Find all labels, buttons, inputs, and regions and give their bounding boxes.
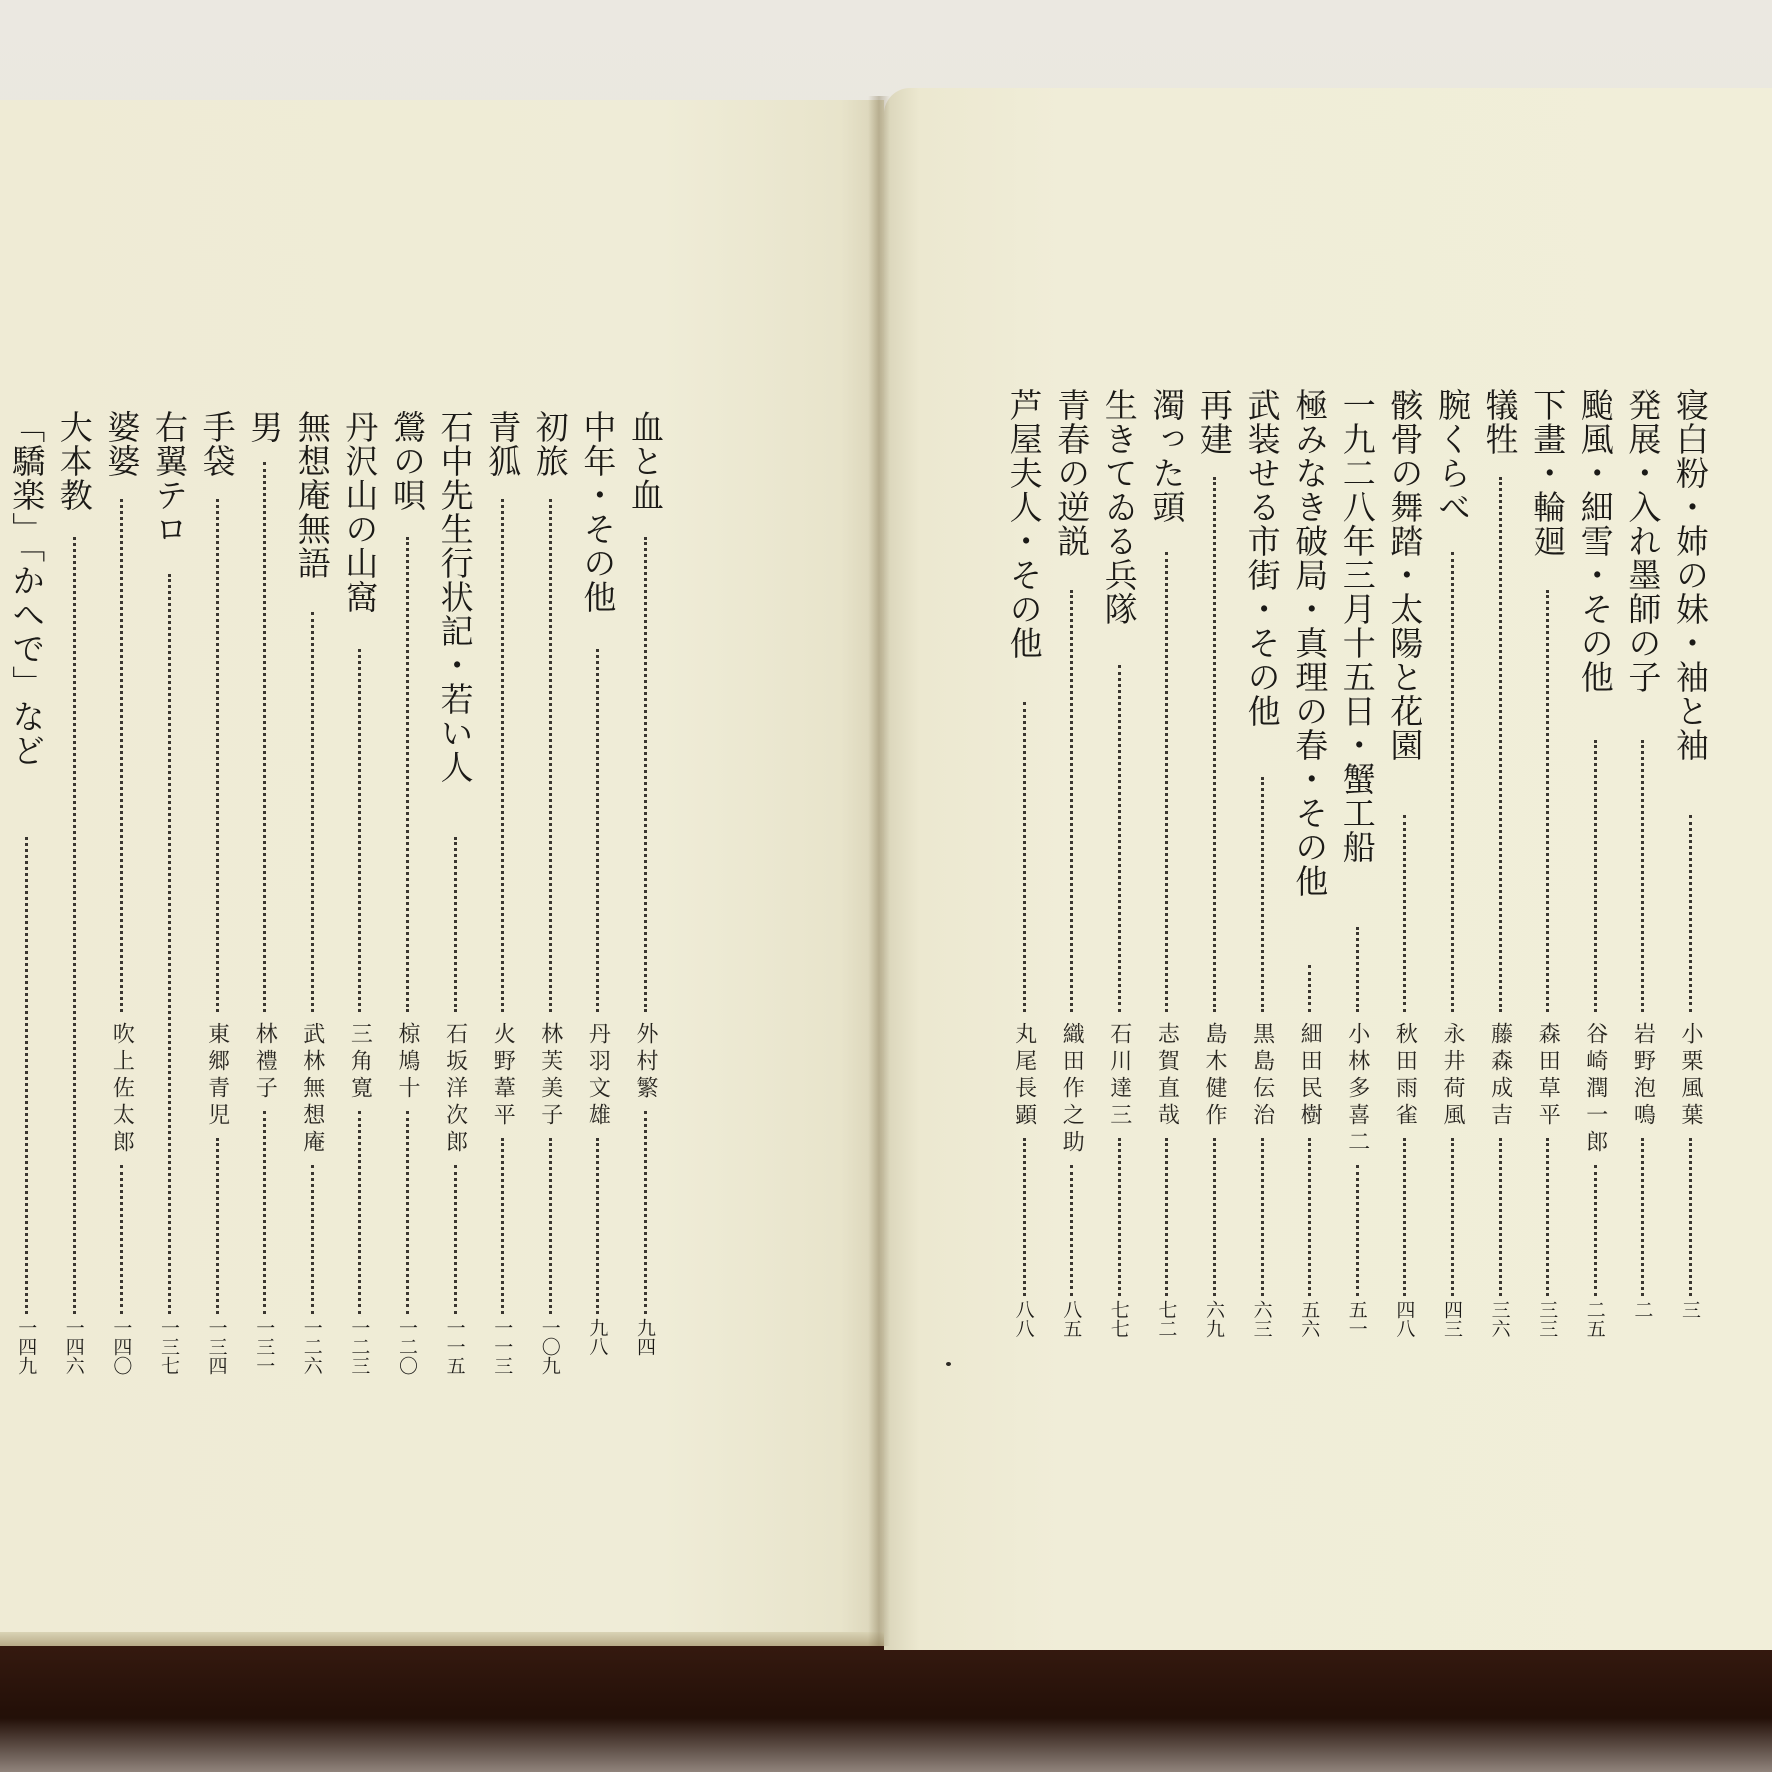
toc-title: 婆婆 xyxy=(102,410,142,478)
toc-entry xyxy=(1141,0,1191,1772)
toc-entry xyxy=(1379,0,1429,1772)
toc-author: 火野葦平 xyxy=(490,1022,516,1130)
dot-leader xyxy=(596,649,599,1012)
dot-leader xyxy=(1689,815,1692,1013)
toc-title: 「驕楽」「かへで」など xyxy=(7,410,47,768)
toc-author: 東郷青児 xyxy=(204,1022,230,1130)
toc-author: 小林多喜二 xyxy=(1344,1022,1370,1157)
toc-entry xyxy=(239,0,289,1772)
toc-author: 石坂洋次郎 xyxy=(442,1022,468,1157)
dot-leader xyxy=(1451,552,1454,1012)
toc-entry xyxy=(192,0,242,1772)
toc-page-number: 一三四 xyxy=(205,1318,228,1375)
toc-entry xyxy=(382,0,432,1772)
book-gutter xyxy=(868,96,890,1646)
toc-page-number: 四八 xyxy=(1393,1300,1416,1338)
toc-author: 外村繁 xyxy=(633,1022,658,1103)
dot-leader xyxy=(1356,927,1359,1012)
toc-author: 島木健作 xyxy=(1202,1022,1227,1130)
toc-entry xyxy=(525,0,575,1772)
paper-speck xyxy=(946,1362,951,1366)
toc-author: 小栗風葉 xyxy=(1678,1022,1703,1130)
dot-leader xyxy=(1308,965,1311,1013)
dot-leader xyxy=(1308,1138,1311,1296)
toc-title: 生きてゐる兵隊 xyxy=(1099,388,1139,626)
toc-author: 丸尾長顕 xyxy=(1011,1022,1037,1130)
toc-page-number: 一四六 xyxy=(62,1318,85,1375)
toc-page-number: 六九 xyxy=(1203,1300,1225,1338)
toc-page-number: 一一三 xyxy=(491,1318,514,1375)
toc-page-number: 一二三 xyxy=(348,1318,371,1375)
toc-page-number: 一〇九 xyxy=(538,1318,561,1375)
dot-leader xyxy=(596,1138,599,1314)
dot-leader xyxy=(263,462,266,1013)
dot-leader xyxy=(1118,665,1121,1013)
toc-page-number: 一四九 xyxy=(15,1318,38,1375)
toc-entry xyxy=(1189,0,1239,1772)
dot-leader xyxy=(1213,477,1216,1012)
toc-title: 無想庵無語 xyxy=(292,410,332,580)
dot-leader xyxy=(454,837,457,1013)
toc-entry xyxy=(0,0,4,1772)
dot-leader xyxy=(1641,740,1644,1013)
toc-page-number: 七二 xyxy=(1155,1300,1178,1338)
toc-page-number: 八八 xyxy=(1012,1300,1035,1338)
toc-title: 犠牲 xyxy=(1480,388,1520,456)
toc-page-number: 一二六 xyxy=(300,1318,323,1375)
toc-entry xyxy=(1332,0,1382,1772)
dot-leader xyxy=(1594,740,1597,1013)
dot-leader xyxy=(1023,1138,1026,1296)
dot-leader xyxy=(644,1111,647,1314)
toc-author: 森田草平 xyxy=(1535,1022,1561,1130)
dot-leader xyxy=(1118,1138,1121,1296)
toc-title: 骸骨の舞踏・太陽と花園 xyxy=(1385,388,1425,762)
toc-title: 中年・その他 xyxy=(578,410,618,614)
dot-leader xyxy=(1023,702,1026,1012)
toc-entry xyxy=(620,0,670,1772)
dot-leader xyxy=(1403,815,1406,1013)
toc-title: 颱風・細雪・その他 xyxy=(1575,388,1615,694)
toc-title: 再建 xyxy=(1195,388,1234,456)
toc-page-number: 一二〇 xyxy=(396,1318,418,1375)
toc-entry xyxy=(334,0,384,1772)
toc-title: 下畫・輪廻 xyxy=(1528,388,1568,558)
toc-entry xyxy=(1475,0,1525,1772)
dot-leader xyxy=(1261,1138,1264,1296)
dot-leader xyxy=(358,649,361,1012)
dot-leader xyxy=(1165,552,1168,1012)
toc-entry xyxy=(1094,0,1144,1772)
dot-leader xyxy=(168,574,171,1314)
toc-page-number: 八五 xyxy=(1060,1300,1083,1338)
dot-leader xyxy=(1546,1138,1549,1296)
toc-author: 織田作之助 xyxy=(1059,1022,1085,1157)
toc-page-number: 六三 xyxy=(1250,1300,1273,1338)
dot-leader xyxy=(216,1138,219,1314)
toc-author: 藤森成吉 xyxy=(1487,1022,1513,1130)
toc-page-number: 一四〇 xyxy=(110,1318,133,1375)
toc-title: 一九二八年三月十五日・蟹工船 xyxy=(1337,388,1377,864)
dot-leader xyxy=(1165,1138,1168,1296)
dot-leader xyxy=(549,499,552,1012)
toc-entry xyxy=(49,0,99,1772)
toc-title: 芦屋夫人・その他 xyxy=(1004,388,1044,660)
toc-entry xyxy=(477,0,527,1772)
toc-page-number: 九八 xyxy=(586,1318,609,1356)
toc-page-number: 一一五 xyxy=(443,1318,466,1375)
dot-leader xyxy=(1213,1138,1216,1296)
dot-leader xyxy=(25,837,28,1315)
toc-title: 男 xyxy=(245,410,285,444)
dot-leader xyxy=(1070,1165,1073,1296)
dot-leader xyxy=(1546,590,1549,1013)
dot-leader xyxy=(1594,1165,1597,1296)
toc-page-number: 五六 xyxy=(1298,1300,1321,1338)
toc-title: 濁った頭 xyxy=(1147,388,1187,524)
dot-leader xyxy=(311,1165,314,1314)
dot-leader xyxy=(263,1111,266,1314)
toc-page-number: 一三一 xyxy=(253,1318,276,1375)
toc-entry xyxy=(1284,0,1334,1772)
dot-leader xyxy=(1689,1138,1692,1296)
toc-entry xyxy=(144,0,194,1772)
toc-author: 丹羽文雄 xyxy=(585,1022,611,1130)
toc-entry xyxy=(1522,0,1572,1772)
toc-title: 武装せる市街・その他 xyxy=(1242,388,1282,728)
toc-title: 手袋 xyxy=(197,410,237,478)
dot-leader xyxy=(1070,590,1073,1013)
dot-leader xyxy=(644,537,647,1013)
dot-leader xyxy=(1451,1138,1454,1296)
toc-author: 林禮子 xyxy=(252,1022,278,1103)
toc-author: 細田民樹 xyxy=(1297,1022,1323,1130)
dot-leader xyxy=(1356,1165,1359,1296)
toc-author: 秋田雨雀 xyxy=(1392,1022,1418,1130)
toc-page-number: 五一 xyxy=(1345,1300,1368,1338)
toc-entry xyxy=(1570,0,1620,1772)
toc-page-number: 三三 xyxy=(1536,1300,1559,1338)
toc-title: 発展・入れ墨師の子 xyxy=(1623,388,1663,694)
dot-leader xyxy=(1499,477,1502,1012)
dot-leader xyxy=(1641,1138,1644,1296)
toc-title: 大本教 xyxy=(54,410,94,512)
toc-author: 武林無想庵 xyxy=(299,1022,325,1157)
toc-author: 谷崎潤一郎 xyxy=(1582,1022,1608,1157)
dot-leader xyxy=(73,537,76,1315)
dot-leader xyxy=(120,499,123,1012)
dot-leader xyxy=(1499,1138,1502,1296)
toc-entry xyxy=(1,0,51,1772)
toc-title: 石中先生行状記・若い人 xyxy=(435,410,475,784)
toc-title: 鶯の唄 xyxy=(388,410,427,512)
toc-entry xyxy=(999,0,1049,1772)
toc-page-number: 二 xyxy=(1631,1300,1654,1319)
toc-title: 右翼テロ xyxy=(150,410,189,546)
toc-title: 青狐 xyxy=(483,410,523,478)
toc-page-number: 七七 xyxy=(1107,1300,1130,1338)
dot-leader xyxy=(358,1111,361,1314)
toc-title: 腕くらべ xyxy=(1433,388,1472,524)
dot-leader xyxy=(501,1138,504,1314)
toc-entry xyxy=(287,0,337,1772)
dot-leader xyxy=(454,1165,457,1314)
toc-page-number: 三六 xyxy=(1488,1300,1511,1338)
toc-title: 青春の逆説 xyxy=(1052,388,1092,558)
toc-entry xyxy=(1427,0,1477,1772)
toc-entry xyxy=(1617,0,1667,1772)
toc-page-number: 九四 xyxy=(634,1318,656,1356)
dot-leader xyxy=(120,1165,123,1314)
toc-title: 極みなき破局・真理の春・その他 xyxy=(1290,388,1330,898)
toc-entry xyxy=(572,0,622,1772)
toc-author: 岩野泡鳴 xyxy=(1630,1022,1656,1130)
dot-leader xyxy=(549,1138,552,1314)
dot-leader xyxy=(406,1111,409,1314)
toc-page-number: 三 xyxy=(1679,1300,1701,1319)
dot-leader xyxy=(501,499,504,1012)
toc-author: 三角寛 xyxy=(347,1022,373,1103)
toc-author: 吹上佐太郎 xyxy=(109,1022,135,1157)
toc-author: 志賀直哉 xyxy=(1154,1022,1180,1130)
toc-title xyxy=(0,410,4,580)
toc-title: 丹沢山の山窩 xyxy=(340,410,380,614)
dot-leader xyxy=(406,537,409,1013)
toc-title: 寝白粉・姉の妹・袖と袖 xyxy=(1671,388,1710,762)
toc-author: 石川達三 xyxy=(1106,1022,1132,1130)
dot-leader xyxy=(311,612,314,1013)
toc-entry xyxy=(1046,0,1096,1772)
dot-leader xyxy=(1403,1138,1406,1296)
toc-author: 永井荷風 xyxy=(1440,1022,1465,1130)
toc-title: 血と血 xyxy=(626,410,665,512)
toc-title: 初旅 xyxy=(530,410,570,478)
toc-entry xyxy=(96,0,146,1772)
toc-author: 黒島伝治 xyxy=(1249,1022,1275,1130)
toc-page-number: 二五 xyxy=(1583,1300,1606,1338)
toc-entry xyxy=(1665,0,1715,1772)
toc-author: 椋鳩十 xyxy=(395,1022,420,1103)
toc-page-number: 四三 xyxy=(1441,1300,1463,1338)
toc-entry xyxy=(430,0,480,1772)
dot-leader xyxy=(1261,777,1264,1012)
dot-leader xyxy=(216,499,219,1012)
toc-entry xyxy=(1237,0,1287,1772)
toc-page-number: 一三七 xyxy=(158,1318,180,1375)
toc-author: 林芙美子 xyxy=(537,1022,563,1130)
